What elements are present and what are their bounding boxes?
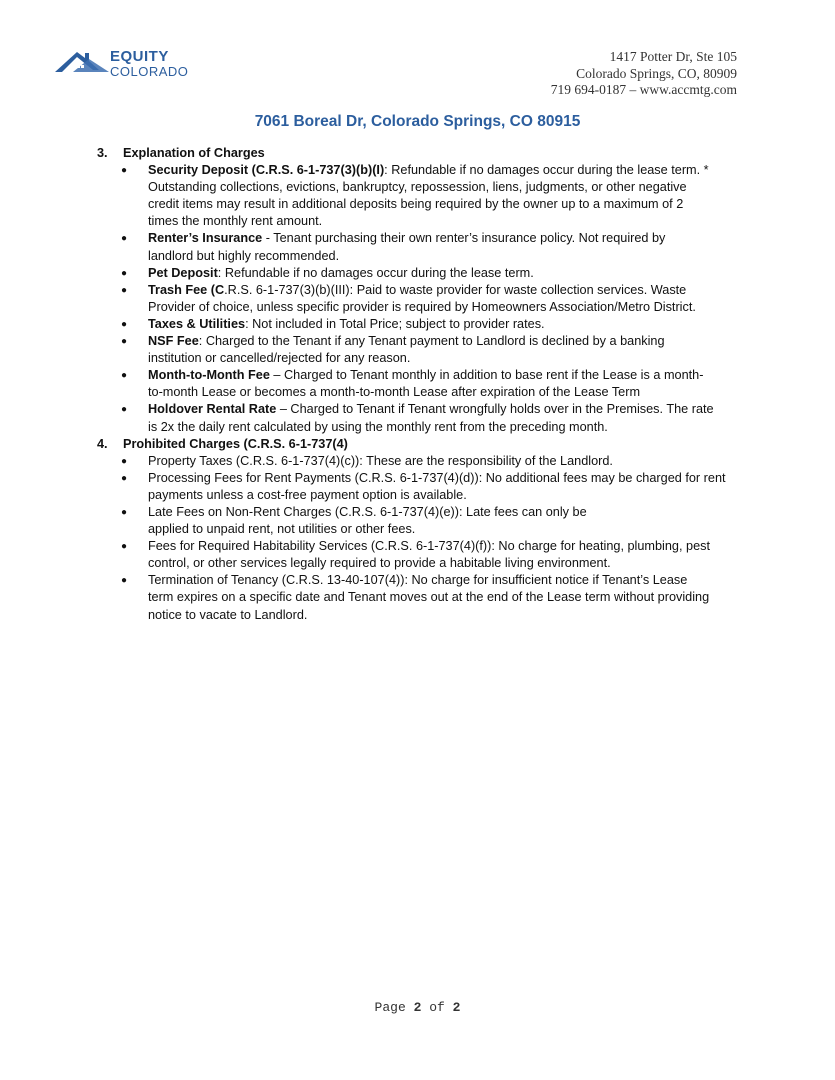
house-logo-icon: [55, 48, 109, 74]
bullet-line: institution or cancelled/rejected for any reason.: [148, 351, 411, 366]
bullet-line: Outstanding collections, evictions, bankruptcy, repossession, liens, judgments, or other negative: [148, 180, 687, 195]
bullet-line: Late Fees on Non-Rent Charges (C.R.S. 6-1-737(4)(e)): Late fees can only be: [148, 504, 587, 519]
bullet-item: [97, 572, 742, 623]
page-total: 2: [452, 1000, 461, 1015]
bullet-item: [97, 453, 742, 470]
bullet-first-line: [148, 282, 742, 299]
bullet-line: notice to vacate to Landlord.: [148, 607, 308, 622]
bullet-line: applied to unpaid rent, not utilities or other fees.: [148, 522, 416, 537]
bullet-line: Property Taxes (C.R.S. 6-1-737(4)(c)): These are the responsibility of the Landlord.: [148, 453, 613, 468]
bullet-first-line: [148, 401, 742, 418]
bullet-first-line: [148, 162, 742, 179]
bullet-first-line: [148, 333, 742, 350]
charge-name: Month-to-Month Fee: [148, 368, 270, 383]
section-number: 3.: [97, 146, 108, 160]
logo-text-colorado: COLORADO: [110, 64, 189, 79]
charge-description: : Refundable if no damages occur during the lease term.: [217, 265, 534, 280]
bullet-first-line: [148, 230, 742, 247]
section-3-heading: [97, 145, 742, 162]
section-4-list: [97, 453, 742, 624]
bullet-item: [97, 265, 742, 282]
bullet-icon: ●: [121, 575, 128, 587]
bullet-item: [97, 316, 742, 333]
bullet-icon: ●: [121, 233, 128, 245]
charge-name: Trash Fee (C: [148, 282, 225, 297]
bullet-item: [97, 333, 742, 367]
company-address: [551, 49, 737, 99]
bullet-line: payments unless a cost-free payment option is available.: [148, 487, 467, 502]
bullet-icon: ●: [121, 472, 128, 484]
charge-description: : Charged to the Tenant if any Tenant payment to Landlord is declined by a banking: [198, 334, 665, 349]
bullet-icon: ●: [121, 318, 128, 330]
document-body: [97, 145, 742, 624]
bullet-item: [97, 401, 742, 435]
bullet-first-line: [148, 265, 742, 282]
bullet-item: [97, 282, 742, 316]
bullet-icon: ●: [121, 336, 128, 348]
bullet-first-line: [148, 367, 742, 384]
bullet-line: to-month Lease or becomes a month-to-month Lease after expiration of the Lease Term: [148, 385, 641, 400]
bullet-line: Fees for Required Habitability Services (C.R.S. 6-1-737(4)(f)): No charge for heating, plumbing, pest: [148, 539, 711, 554]
section-number: 4.: [97, 436, 108, 451]
bullet-icon: ●: [121, 404, 128, 416]
bullet-line: term expires on a specific date and Tenant moves out at the end of the Lease term without providing: [148, 590, 710, 605]
bullet-item: [97, 367, 742, 401]
charge-description: – Charged to Tenant if Tenant wrongfully holds over in the Premises. The rate: [276, 402, 714, 417]
charge-name: Holdover Rental Rate: [148, 402, 277, 417]
charge-description: – Charged to Tenant monthly in addition to base rent if the Lease is a month-: [269, 368, 704, 383]
bullet-item: [97, 470, 742, 504]
bullet-icon: ●: [121, 541, 128, 553]
bullet-line: times the monthly rent amount.: [148, 214, 323, 229]
bullet-line: landlord but highly recommended.: [148, 248, 340, 263]
section-title: Explanation of Charges: [123, 146, 265, 160]
property-address-title: 7061 Boreal Dr, Colorado Springs, CO 80915: [254, 113, 581, 130]
charge-name: Renter’s Insurance: [148, 231, 263, 246]
bullet-line: control, or other services legally required to provide a habitable living environment.: [148, 556, 611, 571]
charge-name: Pet Deposit: [148, 265, 218, 280]
page-of-label: of: [429, 1000, 445, 1015]
charge-description: - Tenant purchasing their own renter’s insurance policy. Not required by: [262, 231, 666, 246]
bullet-first-line: [148, 316, 742, 333]
charge-description: : Not included in Total Price; subject to provider rates.: [245, 316, 545, 331]
bullet-line: Provider of choice, unless specific provider is required by Homeowners Association/Metro District.: [148, 299, 696, 314]
bullet-item: [97, 538, 742, 572]
address-contact: 719 694-0187 – www.accmtg.com: [550, 82, 737, 97]
page-current: 2: [413, 1000, 422, 1015]
bullet-icon: ●: [121, 284, 128, 296]
charge-description: : Refundable if no damages occur during the lease term. *: [384, 163, 709, 178]
bullet-item: [97, 504, 742, 538]
bullet-item: [97, 162, 742, 230]
bullet-icon: ●: [121, 370, 128, 382]
bullet-item: [97, 230, 742, 264]
bullet-line: credit items may result in additional deposits being required by the owner up to a maximum of 2: [148, 197, 684, 212]
bullet-line: is 2x the daily rent calculated by using the monthly rent from the preceding month.: [148, 419, 608, 434]
bullet-icon: ●: [121, 165, 128, 177]
bullet-icon: ●: [121, 455, 128, 467]
bullet-icon: ●: [121, 267, 128, 279]
page-label: Page: [374, 1000, 406, 1015]
charge-name: NSF Fee: [148, 334, 199, 349]
address-city: Colorado Springs, CO, 80909: [576, 65, 737, 81]
address-street: 1417 Potter Dr, Ste 105: [609, 49, 737, 64]
logo-text-equity: EQUITY: [110, 48, 169, 65]
charge-description: .R.S. 6-1-737(3)(b)(III): Paid to waste provider for waste collection services. Waste: [224, 282, 687, 297]
charge-name: Security Deposit (C.R.S. 6-1-737(3)(b)(I): [148, 163, 385, 178]
bullet-icon: ●: [121, 506, 128, 518]
section-title: Prohibited Charges (C.R.S. 6-1-737(4): [123, 436, 348, 451]
company-logo: [55, 46, 205, 82]
section-4-heading: [97, 436, 742, 453]
page-footer: [0, 1000, 835, 1015]
charge-name: Taxes & Utilities: [148, 316, 246, 331]
bullet-line: Processing Fees for Rent Payments (C.R.S. 6-1-737(4)(d)): No additional fees may be charged for rent: [148, 470, 726, 485]
section-3-list: [97, 162, 742, 436]
bullet-line: Termination of Tenancy (C.R.S. 13-40-107(4)): No charge for insufficient notice if Tenant’s Lease: [148, 573, 688, 588]
